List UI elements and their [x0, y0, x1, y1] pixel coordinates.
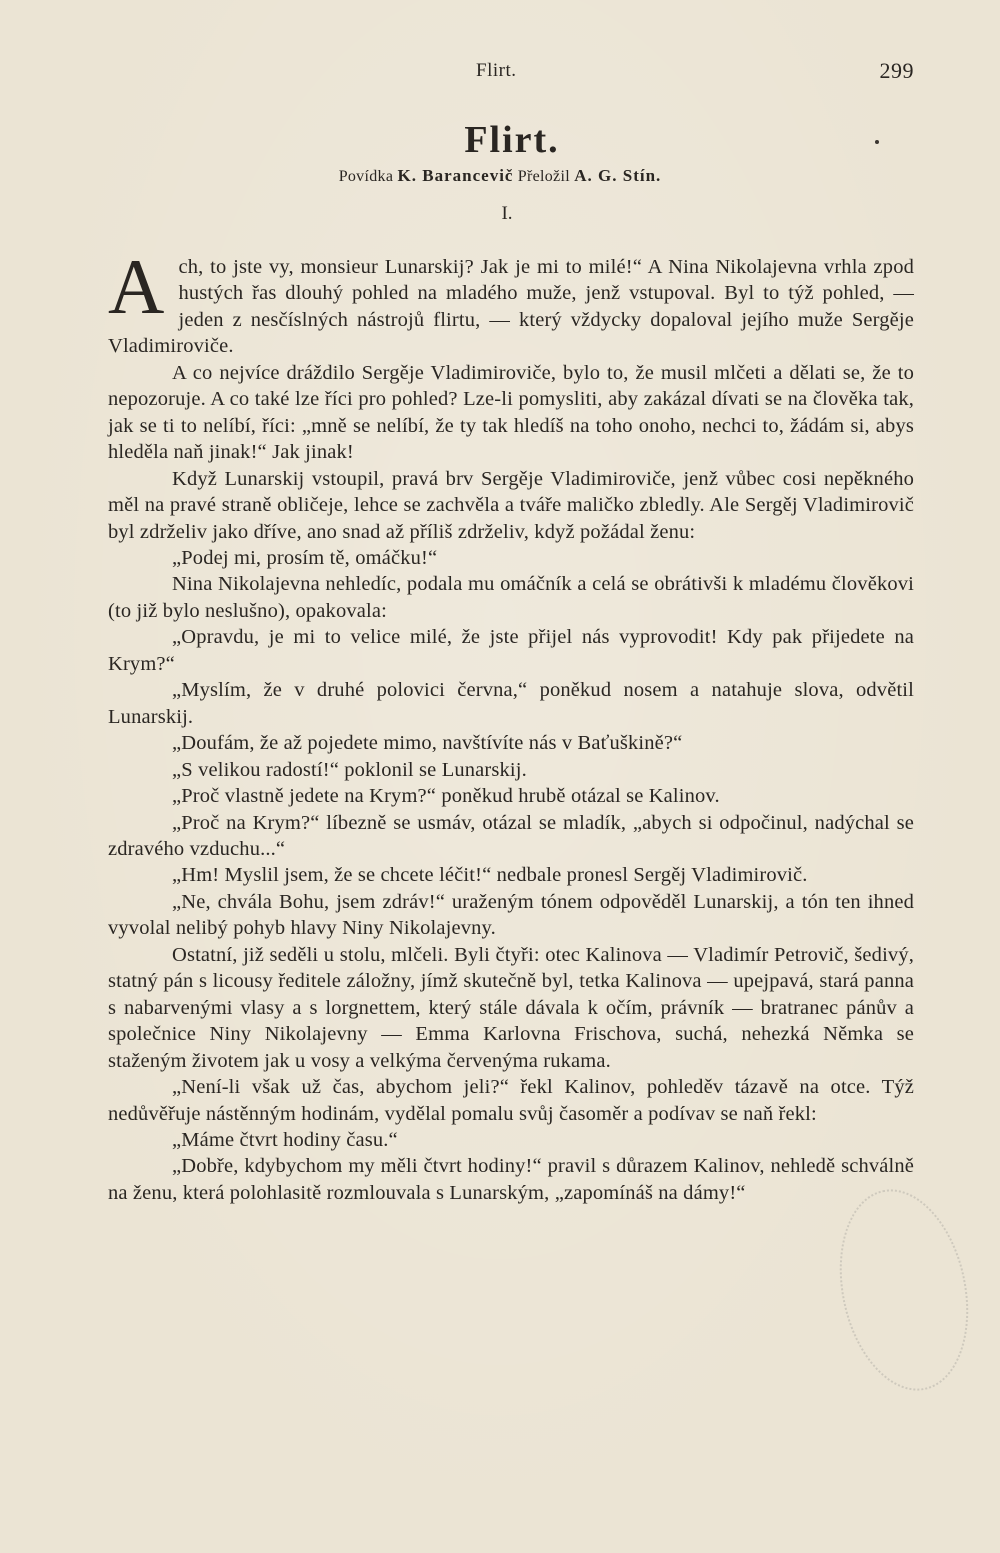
paragraph	[108, 243, 914, 360]
paragraph: „Doufám, že až pojedete mimo, navštívíte nás v Baťuškině?“	[172, 732, 683, 755]
paragraph: Ostatní, již seděli u stolu, mlčeli. Byli čtyři: otec Kalinova — Vladimír Petrovič, šedivý, statný pán s licousy ředitele záložny, jímž skutečně byl, tetka Kalinova — upejpavá, stará panna s nabarvenými vlasy a s lorgnettem, který stále dávala k očím, právník — bratranec pánův a společnice Niny Nikolajevny — Emma Karlovna Frischova, suchá, nehezká Němka se staženým životem jak u vosy a velkýma červenýma rukama.	[108, 943, 914, 1072]
paragraph: Nina Nikolajevna nehledíc, podala mu omáčník a celá se obrátivši k mladému člověkovi (to již bylo neslušno), opakovala:	[108, 573, 914, 622]
story-body	[108, 243, 914, 1206]
author-name: K. Barancevič	[397, 166, 514, 185]
running-title: Flirt.	[476, 60, 517, 81]
drop-cap: A	[108, 243, 165, 330]
paragraph: „Máme čtvrt hodiny času.“	[172, 1128, 398, 1151]
paragraph: „Opravdu, je mi to velice milé, že jste přijel nás vyprovodit! Kdy pak přijedete na Krym?“	[108, 626, 914, 675]
paragraph: A co nejvíce dráždilo Sergěje Vladimiroviče, bylo to, že musil mlčeti a dělati se, že to nepozoruje. A co také lze říci pro pohled? Lze-li pomysliti, aby zakázal dívati se na člověka tak, jak se ti to nelíbí, říci: „mně se nelíbí, že ty tak hledíš na toho onoho, nechci to, žádám si, abys hleděla naň jinak!“ Jak jinak!	[108, 361, 914, 464]
paragraph: „Není-li však už čas, abychom jeli?“ řekl Kalinov, pohleděv tázavě na otce. Týž nedůvěřuje nástěnným hodinám, vydělal pomalu svůj časoměr a podívav se naň řekl:	[108, 1076, 914, 1125]
translator-label: Přeložil	[517, 168, 570, 185]
paragraph: „S velikou radostí!“ poklonil se Lunarskij.	[172, 758, 527, 781]
chapter-number: I.	[501, 203, 513, 224]
byline	[0, 166, 1000, 186]
paragraph: Když Lunarskij vstoupil, pravá brv Sergěje Vladimiroviče, jenž vůbec cosi nepěkného měl na pravé straně obličeje, lehce se zachvěla a tváře maličko zbledly. Ale Sergěj Vladimirovič byl zdrželiv jako dříve, ano snad až příliš zdrželiv, když požádal ženu:	[108, 467, 914, 543]
paragraph: „Hm! Myslil jsem, že se chcete léčit!“ nedbale pronesl Sergěj Vladimirovič.	[172, 864, 808, 887]
translator-name: A. G. Stín.	[574, 166, 662, 185]
story-title: Flirt.	[464, 119, 560, 161]
byline-prefix: Povídka	[338, 168, 394, 185]
page-number: 299	[879, 58, 914, 83]
paragraph: „Podej mi, prosím tě, omáčku!“	[172, 546, 438, 569]
paragraph: „Proč na Krym?“ líbezně se usmáv, otázal se mladík, „abych si odpočinul, nadýchal se zdravého vzduchu...“	[108, 811, 914, 860]
library-stamp	[822, 1177, 986, 1402]
paragraph: „Dobře, kdybychom my měli čtvrt hodiny!“ pravil s důrazem Kalinov, nehledě schválně na ženu, která polohlasitě rozmlouvala s Lunarským, „zapomínáš na dámy!“	[108, 1155, 914, 1204]
paragraph: „Proč vlastně jedete na Krym?“ poněkud hrubě otázal se Kalinov.	[172, 785, 720, 808]
paragraph-text: ch, to jste vy, monsieur Lunarskij? Jak je mi to milé!“ A Nina Nikolajevna vrhla zpod hustých řas dlouhý pohled na mladého muže, jenž vstupoval. Byl to týž pohled, — jeden z nesčíslných nástrojů flirtu, — který vždycky dopaloval jejího muže Sergěje Vladimiroviče.	[108, 256, 914, 358]
paragraph: „Myslím, že v druhé polovici června,“ poněkud nosem a natahuje slova, odvětil Lunarskij.	[108, 679, 914, 728]
running-header	[108, 60, 914, 86]
paragraph: „Ne, chvála Bohu, jsem zdráv!“ uraženým tónem odpověděl Lunarskij, a tón ten ihned vyvolal nelibý pohyb hlavy Niny Nikolajevny.	[108, 890, 914, 940]
